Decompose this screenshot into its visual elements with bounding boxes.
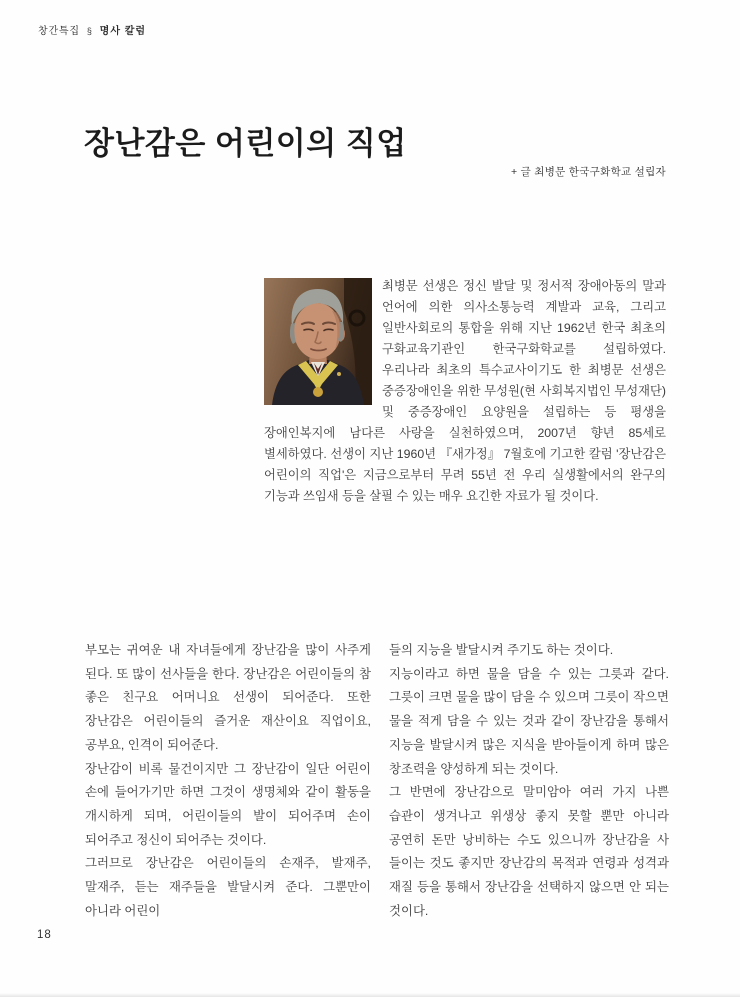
paragraph: 들의 지능을 발달시켜 주기도 하는 것이다. — [389, 643, 614, 657]
section-separator-icon: § — [86, 26, 93, 36]
portrait-photo — [264, 278, 372, 405]
portrait-photo-art — [264, 278, 372, 405]
intro-block — [264, 276, 666, 507]
paragraph: 그 반면에 장난감으로 말미암아 여러 가지 나쁜 습관이 생겨나고 위생상 좋지 못할 뿐만 아니라 공연히 돈만 낭비하는 수도 있으니까 장난감을 사 들이는 것도 좋지만 장난감의 목적과 연령과 성격과 재질 등을 통해서 장난감을 선택하지 않으면 안 되는 것이다. — [389, 785, 669, 918]
paragraph: 장난감이 비록 물건이지만 그 장난감이 일단 어린이 손에 들어가기만 하면 그것이 생명체와 같이 활동을 개시하게 되며, 어린이들의 발이 되어주며 손이 되어주고 정신이 되어주는 것이다. — [85, 761, 371, 847]
paragraph: 그러므로 장난감은 어린이들의 손재주, 발재주, 말재주, 듣는 재주들을 발달시켜 준다. 그뿐만이 아니라 어린이 — [85, 856, 371, 918]
byline: + 글 최병문 한국구화학교 설립자 — [510, 166, 666, 178]
intro-text: 최병문 선생은 정신 발달 및 정서적 장애아동의 말과 언어에 의한 의사소통능력 계발과 교육, 그리고 일반사회로의 통합을 위해 지난 1962년 한국 최초의 구화교육기관인 한국구화학교를 설립하였다. 우리나라 최초의 특수교사이기도 한 최병문 선생은 중증장애인을 위한 무성원(현 사회복지법인 무성재단) 및 중증장애인 요양원을 설립하는 등 평생을 장애인복지에 남다른 사랑을 실천하였으며, 2007년 향년 85세로 별세하였다. 선생이 지난 1960년 『새가정』 7월호에 기고한 칼럼 '장난감은 어린이의 직업'은 지금으로부터 무려 55년 전 우리 실생활에서의 완구의 기능과 쓰임새 등을 살필 수 있는 매우 요긴한 자료가 될 것이다. — [264, 279, 666, 503]
body-column-right — [389, 639, 669, 923]
page-title: 장난감은 어린이의 직업 — [84, 125, 407, 161]
page-number: 18 — [37, 929, 52, 941]
paragraph: 부모는 귀여운 내 자녀들에게 장난감을 많이 사주게 된다. 또 많이 선사들을 한다. 장난감은 어린이들의 참 좋은 친구요 어머니요 선생이 되어준다. 또한 장난감은 어린이들의 즐거운 재산이요 직업이요, 공부요, 인격이 되어준다. — [85, 643, 371, 752]
page-bottom-edge — [0, 993, 740, 997]
masthead-section: 창간특집 — [38, 26, 80, 37]
paragraph: 지능이라고 하면 물을 담을 수 있는 그릇과 같다. 그릇이 크면 물을 많이 담을 수 있으며 그릇이 작으면 물을 적게 담을 수 있는 것과 같이 장난감을 통해서 지능을 발달시켜 많은 지식을 받아들이게 하며 많은 창조력을 양성하게 되는 것이다. — [389, 666, 669, 776]
body-column-left — [85, 639, 371, 923]
masthead — [38, 22, 146, 37]
masthead-category: 명사 칼럼 — [99, 26, 147, 37]
